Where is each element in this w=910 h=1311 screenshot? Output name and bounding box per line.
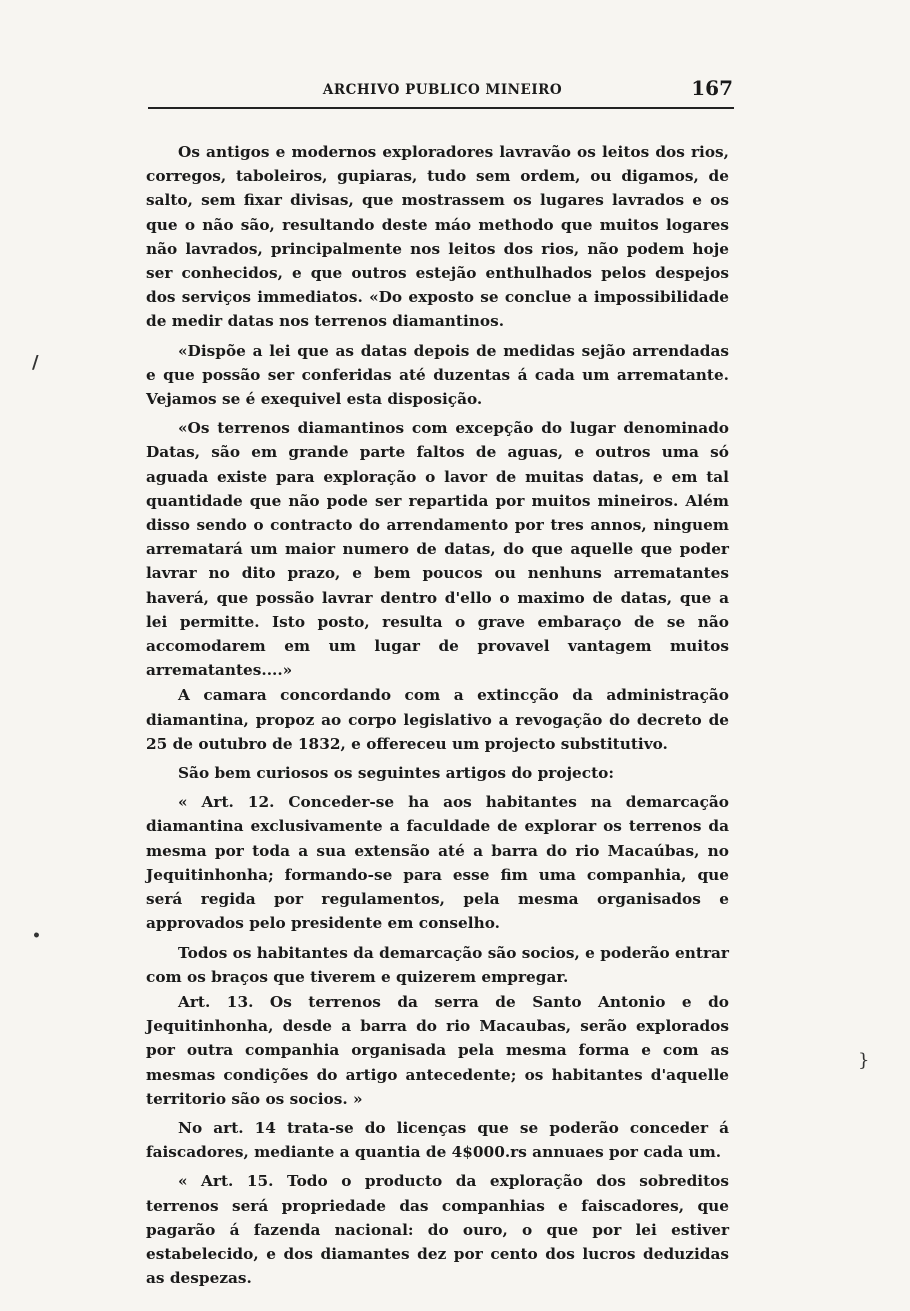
paragraph-camara: A camara concordando com a extincção da administração diamantina, propoz ao corpo legislativo a revogação do decreto de 25 de outubro de 1832, e offereceu um projecto substitutivo. — [146, 686, 729, 753]
page-number: 167 — [691, 76, 733, 100]
paragraph-art-13: Art. 13. Os terrenos da serra de Santo Antonio e do Jequitinhonha, desde a barra do rio Macaubas, serão explorados por outra companhia organisada pela mesma forma e com as mesmas condições do artigo antecedente; os habitantes d'aquelle territorio são os socios. » — [146, 992, 729, 1108]
running-head — [150, 76, 735, 106]
margin-brace-mark: } — [858, 1050, 870, 1071]
paragraph-art-14: No art. 14 trata-se do licenças que se poderão conceder á faiscadores, mediante a quantia de 4$000.rs annuaes por cada um. — [146, 1118, 729, 1162]
paragraph-habitantes-socios: Todos os habitantes da demarcação são socios, e poderão entrar com os braços que tiverem e quizerem empregar. — [146, 943, 729, 986]
header-rule — [148, 107, 734, 109]
body-text — [146, 140, 729, 1295]
margin-dot-mark: • — [32, 928, 41, 944]
paragraph-art-15: « Art. 15. Todo o producto da exploração dos sobreditos terrenos será propriedade das companhias e faiscadores, que pagarão á fazenda nacional: do ouro, o que por lei estiver estabelecido, e dos diamantes dez por cento dos lucros deduzidas as despezas. — [146, 1172, 729, 1288]
paragraph-exploradores: Os antigos e modernos exploradores lavravão os leitos dos rios, corregos, taboleiros, gupiaras, tudo sem ordem, ou digamos, de salto, sem fixar divisas, que mostrassem os lugares lavrados e os que o não são, resultando deste máo methodo que muitos logares não lavrados, principalmente nos leitos dos rios, não podem hoje ser conhecidos, e que outros estejão enthulhados pelos despejos dos serviços immediatos. «Do exposto se conclue a impossibilidade de medir datas nos terrenos diamantinos. — [146, 143, 729, 331]
paragraph-dispoe-a-lei: «Dispõe a lei que as datas depois de medidas sejão arrendadas e que possão ser conferidas até duzentas á cada um arrematante. Vejamos se é exequivel esta disposição. — [146, 341, 729, 409]
running-title: ARCHIVO PUBLICO MINEIRO — [322, 82, 563, 98]
paragraph-art-12: « Art. 12. Conceder-se ha aos habitantes na demarcação diamantina exclusivamente a faculdade de explorar os terrenos da mesma por toda a sua extensão até a barra do rio Macaúbas, no Jequitinhonha; formando-se para esse fim uma companhia, que será regida por regulamentos, pela mesma organisados e approvados pelo presidente em conselho. — [146, 793, 729, 933]
margin-slash-mark: / — [32, 352, 39, 373]
paragraph-artigos-intro: São bem curiosos os seguintes artigos do projecto: — [178, 764, 615, 783]
paragraph-terrenos-diamantinos: «Os terrenos diamantinos com excepção do lugar denominado Datas, são em grande parte faltos de aguas, e outros uma só aguada existe para exploração o lavor de muitas datas, e em tal quantidade que não pode ser repartida por muitos mineiros. Além disso sendo o contracto do arrendamento por tres annos, ninguem arrematará um maior numero de datas, do que aquelle que poder lavrar no dito prazo, e bem poucos ou nenhuns arrematantes haverá, que possão lavrar dentro d'ello o maximo de datas, que a lei permitte. Isto posto, resulta o grave embaraço de se não accomodarem em um lugar de provavel vantagem muitos arrematantes....» — [146, 419, 729, 680]
